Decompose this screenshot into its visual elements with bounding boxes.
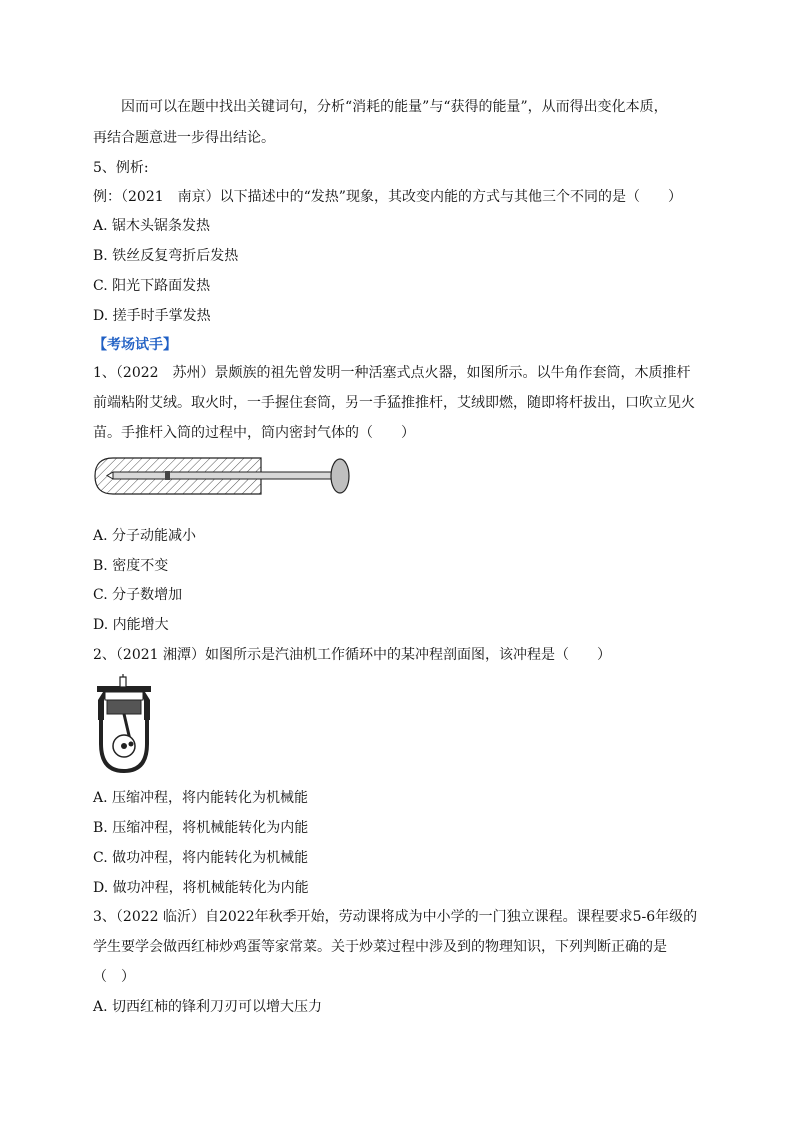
tinder-mark: [165, 471, 170, 480]
q3-line-1: 3、（2022 临沂）自2022年秋季开始，劳动课将成为中小学的一门独立课程。课程要求5-6年级的: [93, 909, 698, 925]
q3-line-3: （ ）: [93, 969, 135, 985]
section-5-heading: 5、例析:: [93, 160, 149, 176]
example-option-c: C. 阳光下路面发热: [93, 278, 211, 294]
rod-handle: [331, 459, 349, 493]
q2-option-b: B. 压缩冲程，将机械能转化为内能: [93, 820, 309, 836]
q2-option-c: C. 做功冲程，将内能转化为机械能: [93, 850, 309, 866]
q1-option-b: B. 密度不变: [93, 558, 169, 574]
q1-option-d: D. 内能增大: [93, 617, 169, 633]
push-rod: [113, 472, 333, 479]
q1-option-a: A. 分子动能减小: [93, 528, 197, 544]
intro-line-1: 因而可以在题中找出关键词句，分析“消耗的能量”与“获得的能量”，从而得出变化本质，: [121, 99, 668, 115]
example-question: 例：（2021 南京）以下描述中的“发热”现象，其改变内能的方式与其他三个不同的是（ ）: [93, 189, 682, 205]
q1-line-3: 苗。手推杆入筒的过程中，筒内密封气体的（ ）: [93, 425, 415, 441]
example-option-d: D. 搓手时手掌发热: [93, 308, 211, 324]
q3-line-2: 学生要学会做西红柿炒鸡蛋等家常菜。关于炒菜过程中涉及到的物理知识，下列判断正确的是: [93, 939, 667, 955]
example-option-b: B. 铁丝反复弯折后发热: [93, 248, 239, 264]
q2-option-d: D. 做功冲程，将机械能转化为内能: [93, 880, 309, 896]
q2-question: 2、（2021 湘潭）如图所示是汽油机工作循环中的某冲程剖面图，该冲程是（ ）: [93, 647, 611, 663]
q1-line-2: 前端粘附艾绒。取火时，一手握住套筒，另一手猛推推杆，艾绒即燃，随即将杆拔出，口吹立见火: [93, 395, 695, 411]
piston: [107, 700, 141, 714]
intro-line-2: 再结合题意进一步得出结论。: [93, 130, 275, 146]
q1-line-1: 1、（2022 苏州）景颇族的祖先曾发明一种活塞式点火器，如图所示。以牛角作套筒，木质推杆: [93, 365, 691, 381]
example-option-a: A. 锯木头锯条发热: [93, 218, 211, 234]
q3-option-a: A. 切西红柿的锋利刀刃可以增大压力: [93, 999, 323, 1015]
fire-piston-figure: [93, 456, 363, 500]
practice-heading: 【考场试手】: [93, 337, 177, 353]
q1-option-c: C. 分子数增加: [93, 587, 183, 603]
q2-option-a: A. 压缩冲程，将内能转化为机械能: [93, 790, 309, 806]
spark-plug: [120, 677, 126, 687]
engine-cross-section-figure: [95, 674, 153, 774]
